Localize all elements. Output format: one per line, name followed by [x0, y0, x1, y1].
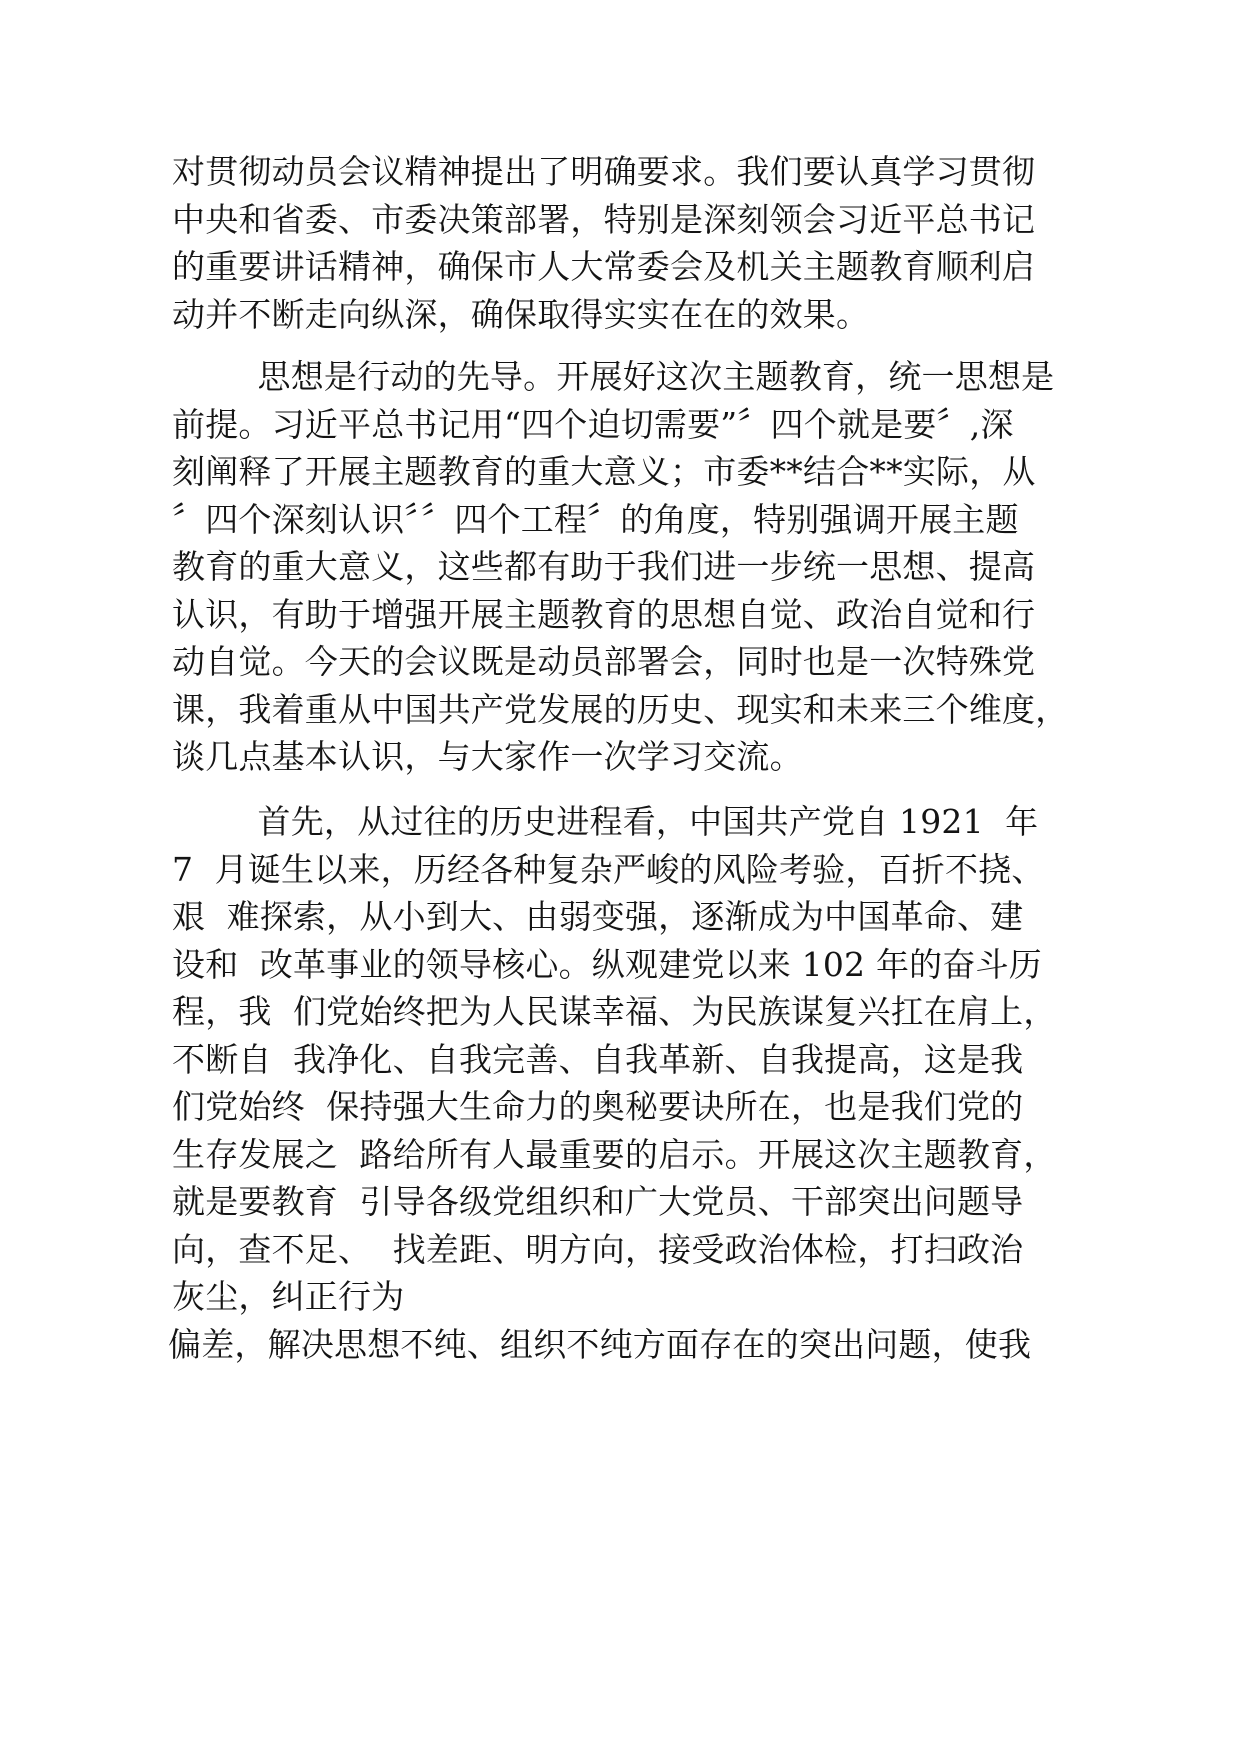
paragraph-1-line-1: 对贯彻动员会议精神提出了明确要求。我们要认真学习贯彻	[172, 152, 1036, 191]
paragraph-3-line-5: 程，我 们党始终把为人民谋幸福、为民族谋复兴扛在肩上，	[172, 992, 1057, 1031]
paragraph-3-line-1: 首先，从过往的历史进程看，中国共产党自 1921 年	[172, 802, 1039, 841]
paragraph-3-line-12: 偏差，解决思想不纯、组织不纯方面存在的突出问题，使我	[168, 1325, 1032, 1364]
paragraph-3-line-10: 向，查不足、 找差距、明方向，接受政治体检，打扫政治	[172, 1230, 1024, 1269]
paragraph-2-line-4: 〞四个深刻认识〞〞四个工程〞的角度，特别强调开展主题	[172, 500, 1019, 539]
paragraph-3-line-11: 灰尘，纠正行为	[172, 1277, 405, 1316]
paragraph-1-line-2: 中央和省委、市委决策部署，特别是深刻领会习近平总书记	[172, 200, 1036, 239]
paragraph-3-line-7: 们党始终 保持强大生命力的奥秘要诀所在，也是我们党的	[172, 1087, 1024, 1126]
paragraph-3-line-9: 就是要教育 引导各级党组织和广大党员、干部突出问题导	[172, 1182, 1024, 1221]
paragraph-3-line-8: 生存发展之 路给所有人最重要的启示。开展这次主题教育，	[172, 1135, 1057, 1174]
paragraph-2-line-5: 教育的重大意义，这些都有助于我们进一步统一思想、提高	[172, 547, 1036, 586]
paragraph-2-line-8: 课，我着重从中国共产党发展的历史、现实和未来三个维度，	[172, 690, 1069, 729]
paragraph-2-line-6: 认识，有助于增强开展主题教育的思想自觉、政治自觉和行	[172, 595, 1036, 634]
paragraph-2-line-9: 谈几点基本认识，与大家作一次学习交流。	[172, 737, 803, 776]
paragraph-3-line-2: 7 月诞生以来，历经各种复杂严峻的风险考验，百折不挠、	[172, 850, 1045, 889]
paragraph-2-line-7: 动自觉。今天的会议既是动员部署会，同时也是一次特殊党	[172, 642, 1036, 681]
paragraph-3-line-3: 艰 难探索，从小到大、由弱变强，逐渐成为中国革命、建	[172, 897, 1024, 936]
paragraph-3-line-6: 不断自 我净化、自我完善、自我革新、自我提高，这是我	[172, 1040, 1024, 1079]
paragraph-2-line-1: 思想是行动的先导。开展好这次主题教育，统一思想是	[172, 357, 1055, 396]
paragraph-1-line-4: 动并不断走向纵深，确保取得实实在在的效果。	[172, 295, 870, 334]
paragraph-2-line-3: 刻阐释了开展主题教育的重大意义；市委**结合**实际，从	[172, 452, 1036, 491]
paragraph-2-line-2: 前提。习近平总书记用“四个迫切需要”〞四个就是要〞,深	[172, 405, 1014, 444]
paragraph-1-line-3: 的重要讲话精神，确保市人大常委会及机关主题教育顺利启	[172, 247, 1036, 286]
paragraph-3-line-4: 设和 改革事业的领导核心。纵观建党以来 102 年的奋斗历	[172, 945, 1042, 984]
